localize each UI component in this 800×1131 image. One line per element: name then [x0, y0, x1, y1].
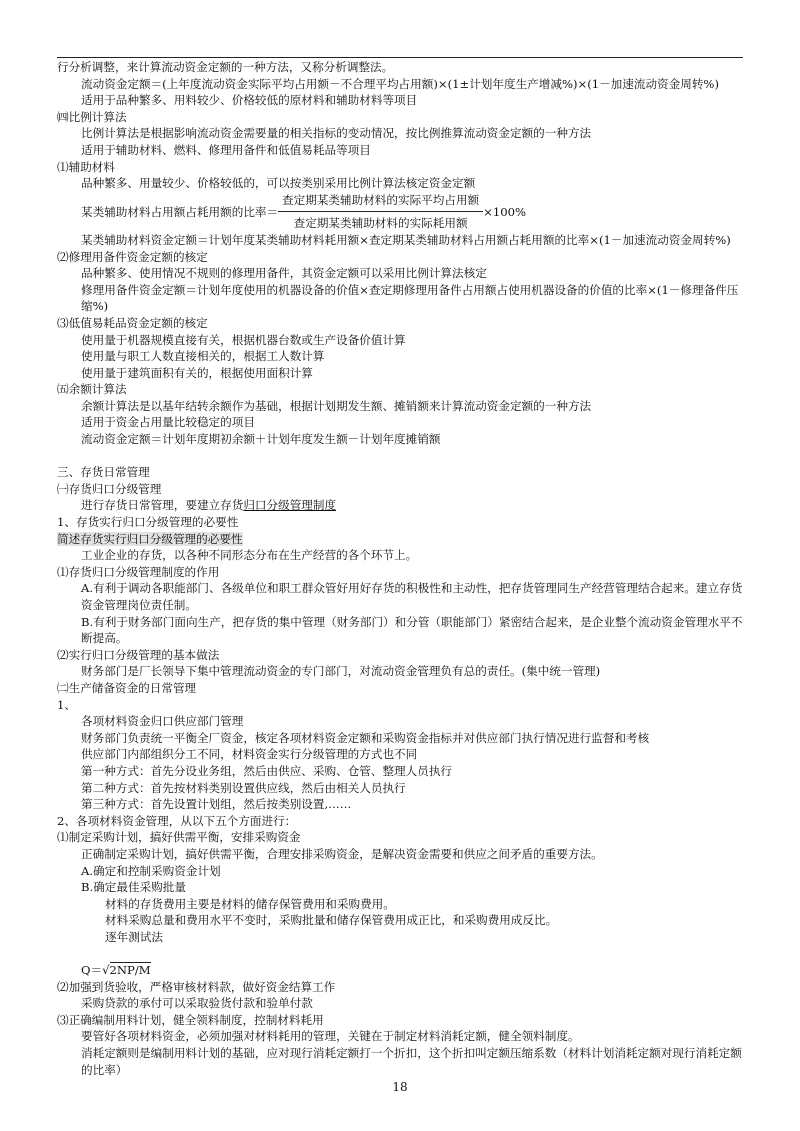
text-line: B.有利于财务部门面向生产，把存货的集中管理（财务部门）和分管（职能部门）紧密结合起来，是企业整个流动资金管理水平不断提高。 — [81, 614, 743, 646]
text-line: 逐年测试法 — [105, 929, 163, 944]
text-line: 第三种方式：首先设置计划组，然后按类别设置,…… — [81, 797, 352, 812]
formula-eoq — [57, 962, 743, 979]
text-line: 品种繁多、使用情况不规则的修理用备件，其资金定额可以采用比例计算法核定 — [81, 266, 487, 281]
section-heading: ⑵实行归口分级管理的基本做法 — [57, 647, 220, 662]
text-line — [57, 497, 743, 514]
text-line: 供应部门内部组织分工不同，材料资金实行分级管理的方式也不同 — [81, 747, 418, 762]
section-heading: ㈠存货归口分级管理 — [57, 481, 162, 496]
section-heading: ⑴辅助材料 — [57, 159, 115, 174]
text-line: 财务部门负责统一平衡全厂资金，核定各项材料资金定额和采购资金指标并对供应部门执行情况进行监督和考核 — [81, 730, 650, 745]
text-line: 财务部门是厂长领导下集中管理流动资金的专门部门，对流动资金管理负有总的责任。(集中统一管理) — [81, 664, 601, 679]
text-line: B.确定最佳采购批量 — [81, 880, 186, 895]
sqrt-sign: √ — [102, 963, 110, 978]
formula-auxiliary-material: 某类辅助材料资金定额＝计划年度某类辅助材料耗用额×查定期某类辅助材料占用额占耗用额的比率×(1－加速流动资金周转%) — [81, 232, 731, 247]
formula-ratio — [57, 192, 743, 232]
section-heading: ⑴存货归口分级管理制度的作用 — [57, 564, 220, 579]
formula-ratio-lhs: 某类辅助材料占用额占耗用额的比率＝ — [81, 204, 279, 219]
text-line: 使用量于建筑面积有关的，根据使用面积计算 — [81, 365, 313, 380]
list-number: 1、 — [57, 697, 76, 712]
formula-ratio-fraction — [278, 192, 483, 232]
formula-eoq-radicand: 2NP/M — [109, 963, 151, 978]
underlined-term: 归口分级管理制度 — [243, 498, 337, 513]
text-line: 采购贷款的承付可以采取验货付款和验单付款 — [81, 996, 313, 1011]
text-line: 材料的存货费用主要是材料的储存保管费用和采购费用。 — [105, 896, 395, 911]
text-line: 正确制定采购计划，搞好供需平衡，合理安排采购资金，是解决资金需要和供应之间矛盾的重要方法。 — [81, 846, 603, 861]
formula-ratio-numerator: 查定期某类辅助材料的实际平均占用额 — [282, 192, 480, 207]
formula-ratio-tail: ×100% — [483, 204, 526, 219]
highlighted-question — [57, 531, 743, 548]
text-span: 进行存货日常管理，要建立存货 — [81, 498, 244, 513]
section-heading: ㈤余额计算法 — [57, 382, 127, 397]
text-line: 第一种方式：首先分设业务组，然后由供应、采购、仓管、整理人员执行 — [81, 763, 453, 778]
formula-balance: 流动资金定额＝计划年度期初余额＋计划年度发生额－计划年度摊销额 — [81, 432, 441, 447]
section-heading: ⑵加强到货验收，严格审核材料款，做好资金结算工作 — [57, 979, 336, 994]
section-heading: ㈣比例计算法 — [57, 109, 127, 124]
formula-eoq-lhs: Q＝ — [81, 963, 103, 978]
formula-spare-parts: 修理用备件资金定额＝计划年度使用的机器设备的价值×查定期修理用备件占用额占使用机器设备的价值的比率×(1－修理备件压缩%) — [81, 282, 739, 314]
text-line: 消耗定额则是编制用料计划的基础，应对现行消耗定额打一个折扣，这个折扣叫定额压缩系数（材料计划消耗定额对现行消耗定额的比率） — [81, 1046, 742, 1077]
section-heading: ㈡生产储备资金的日常管理 — [57, 680, 197, 695]
text-line: 品种繁多、用量较少、价格较低的，可以按类别采用比例计算法核定资金定额 — [81, 176, 476, 191]
text-line: 第二种方式：首先按材料类别设置供应线，然后由相关人员执行 — [81, 780, 406, 795]
formula-ratio-denominator: 查定期某类辅助材料的实际耗用额 — [293, 216, 468, 231]
text-line: 适用于品种繁多、用料较少、价格较低的原材料和辅助材料等项目 — [81, 93, 418, 108]
text-line: A.有利于调动各职能部门、各级单位和职工群众管好用好存货的积极性和主动性，把存货管理同生产经营管理结合起来。建立存货资金管理岗位责任制。 — [81, 581, 743, 612]
text-line: 行分析调整，来计算流动资金定额的一种方法，又称分析调整法。 — [57, 60, 394, 74]
section-heading: 1、存货实行归口分级管理的必要性 — [57, 515, 239, 530]
text-line: 使用量与职工人数直接相关的，根据工人数计算 — [81, 349, 325, 364]
blank-line — [57, 945, 743, 962]
section-heading: ⑴制定采购计划，搞好供需平衡，安排采购资金 — [57, 830, 301, 845]
text-line: 各项材料资金归口供应部门管理 — [81, 714, 244, 729]
document-body — [57, 59, 743, 1078]
chapter-heading: 三、存货日常管理 — [57, 465, 150, 480]
page-number: 18 — [392, 1080, 408, 1094]
text-line: 余额计算法是以基年结转余额作为基础，根据计划期发生额、摊销额来计算流动资金定额的一种方法 — [81, 398, 592, 413]
fraction-bar — [278, 211, 483, 212]
text-line: 使用量于机器规模直接有关，根据机器台数或生产设备价值计算 — [81, 332, 406, 347]
text-line: 要管好各项材料资金，必须加强对材料耗用的管理，关键在于制定材料消耗定额，健全领料制度。 — [81, 1029, 580, 1044]
section-heading: ⑶正确编制用料计划，健全领料制度，控制材料耗用 — [57, 1012, 324, 1027]
text-line: A.确定和控制采购资金计划 — [81, 863, 221, 878]
section-heading: ⑶低值易耗品资金定额的核定 — [57, 315, 208, 330]
section-heading: 2、各项材料资金管理，从以下五个方面进行： — [57, 813, 297, 828]
text-line: 适用于资金占用量比较稳定的项目 — [81, 415, 255, 430]
text-line: 工业企业的存货，以各种不同形态分布在生产经营的各个环节上。 — [81, 548, 418, 563]
section-heading: ⑵修理用备件资金定额的核定 — [57, 249, 208, 264]
formula-working-capital: 流动资金定额＝(上年度流动资金实际平均占用额－不合理平均占用额)×(1±计划年度生产增减%)×(1－加速流动资金周转%) — [81, 76, 719, 91]
header-rule — [57, 57, 743, 58]
text-line: 比例计算法是根据影响流动资金需要量的相关指标的变动情况，按比例推算流动资金定额的一种方法 — [81, 126, 592, 141]
text-line: 适用于辅助材料、燃料、修理用备件和低值易耗品等项目 — [81, 142, 371, 157]
blank-line — [57, 448, 743, 465]
highlight-text: 简述存货实行归口分级管理的必要性 — [57, 531, 243, 546]
text-line: 材料采购总量和费用水平不变时，采购批量和储存保管费用成正比，和采购费用成反比。 — [105, 913, 558, 928]
